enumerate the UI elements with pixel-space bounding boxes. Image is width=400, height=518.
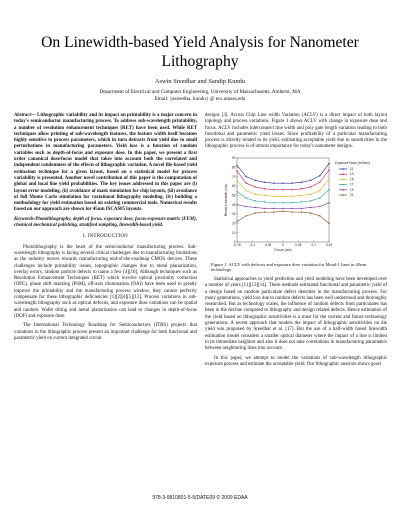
data-point-15 xyxy=(273,195,274,196)
data-point-15 xyxy=(236,179,237,180)
data-point-21 xyxy=(236,221,237,222)
right-paragraph-1: designs [3]. Across Chip Line width Variation (ACLV) is a direct impact of both layout topology and process variations. Figure 1 shows ACLV with change in exposure dose and focus. ACLV includes interconnect line width and poly gate length variation leading to both functional and parametric yield losses. Since profitability of a particular manufacturing process is directly related to its yield, estimating acceptable yield due to sensitivities in the lithographic process is of utmost importance for today's nanometer designs. xyxy=(205,113,387,150)
data-point-17 xyxy=(236,191,237,192)
right-column xyxy=(205,113,387,371)
data-point-13 xyxy=(319,181,320,182)
y-tick-label: 80 xyxy=(231,165,236,170)
x-tick-label: -0.1 xyxy=(249,242,256,247)
data-point-13 xyxy=(236,170,237,171)
data-point-21 xyxy=(319,215,320,216)
y-tick-label: 90 xyxy=(231,155,236,160)
y-axis-label: Resist Linewidth (nm) xyxy=(224,183,228,217)
data-point-15 xyxy=(328,179,329,180)
title-line-2: Lithography xyxy=(161,53,239,70)
legend-title: Exposure Dose (mJ/cm²) xyxy=(335,160,371,165)
x-tick-label: -0.15 xyxy=(233,242,241,247)
data-point-17 xyxy=(246,197,247,198)
data-point-11 xyxy=(273,182,274,183)
title-line-1: On Linewidth-based Yield Analysis for Nanometer xyxy=(41,34,359,51)
right-paragraph-2: Statistical approaches to yield prediction and yield modeling have been developed over a number of years [11][13][14]. These methods estimated functional and parametric yield of a design based on random particulate defect densities in the manufacturing process. For many generations, yield loss due to random defects has been well understood and thoroughly researched. But as technology scales, the influence of random defects from particulates has been in the decline compared to lithography and design related defects. Hence estimation of the yield based on lithographic sensitivities is a must for the current and future technology generations. A recent approach that models the impact of lithographic sensitivities on die yield was proposed by Sreedhar et al. [17]. But the use of a half-width based linewidth estimation model considers a smaller optical diameter where the impact of a line is limited to its immediate neighbor and also it does not take correlations in manufacturing parameters between neighboring lines into account. xyxy=(205,276,387,352)
author-list: Aswin Sreedhar and Sandip Kundu xyxy=(154,78,246,85)
data-point-19 xyxy=(292,207,293,208)
copyright-footer: 978-3-9810801-5-5/DATE09 © 2009 EDAA xyxy=(152,495,248,501)
legend-marker xyxy=(342,173,344,175)
data-point-15 xyxy=(282,195,283,196)
legend-entry: 17 xyxy=(350,182,354,187)
x-axis-label: Focus (um) xyxy=(274,247,292,252)
data-point-11 xyxy=(310,179,311,180)
data-point-21 xyxy=(273,211,274,212)
data-point-13 xyxy=(264,188,265,189)
data-point-21 xyxy=(292,211,293,212)
x-tick-label: 0.15 xyxy=(325,242,333,247)
data-point-19 xyxy=(255,207,256,208)
data-point-19 xyxy=(328,202,329,203)
paper-title xyxy=(20,33,380,71)
data-point-15 xyxy=(301,194,302,195)
data-point-19 xyxy=(273,207,274,208)
figure-1-caption: Figure 1. ACLV with defocus and exposure dose variation for Metal-1 lines in 45nm technology xyxy=(211,261,367,273)
data-point-11 xyxy=(319,175,320,176)
data-point-13 xyxy=(310,186,311,187)
legend-entry: 21 xyxy=(350,192,354,197)
data-point-17 xyxy=(273,202,274,203)
abstract-text: — Lithographic variability and its impact on printability is a major concern in today's semiconductor manufacturing process. To address sub-wavelength printability, a number of resolution enhancement techniques (RET) have been used. While RET techniques allow printing of sub-wavelength features, the feature width itself becomes highly sensitive to process parameters, which in turn detracts from yield due to small perturbations in manufacturing parameters. Yield loss is a function of random variables such as depth-of-focus and exposure dose. In this paper, we present a first order canonical dose/focus model that takes into account both the correlated and independent randomness of the effects of lithographic variation. A novel file-based yield estimation technique for a given layout, based on a statistical model for process variability is presented. Another novel contribution of this paper is the computation of global and local line yield probabilities. The key issues addressed in this paper are (i) layout error modeling, (ii) avoidance of mask simulation for chip layouts, (iii) avoidance of full Monte Carlo simulation for variational lithography modeling, (iv) building a methodology for yield estimation based on existing commercial tools. Numerical results based on our approach are shown for 45nm ISCAS85 layouts. xyxy=(14,113,197,213)
data-point-15 xyxy=(310,193,311,194)
data-point-13 xyxy=(292,189,293,190)
y-tick-label: 10 xyxy=(231,230,236,235)
left-column xyxy=(14,113,197,345)
y-tick-label: 70 xyxy=(231,174,236,179)
legend-marker xyxy=(342,194,344,196)
keywords-label: Keywords- xyxy=(14,216,36,222)
data-point-11 xyxy=(236,165,237,166)
legend-entry: 11 xyxy=(350,166,354,171)
abstract xyxy=(14,113,197,214)
x-tick-label: 0 xyxy=(282,242,284,247)
legend-marker xyxy=(342,168,344,170)
legend-marker xyxy=(342,184,344,186)
x-tick-label: 0.1 xyxy=(311,242,316,247)
intro-paragraph-1: Photolithography is the heart of the semiconductor manufacturing process. Sub-wavelength lithography is facing several critical challenges due to manufacturing limitations as the industry moves towards manufacturing end-of-the-roadmap CMOS devices. These challenges include printability issues, topographic changes due to metal planarization, overlay errors, random particle defects to name a few [4][10]. Although techniques such as Resolution Enhancement Techniques (RET) which involve optical proximity correction (OPC), phase shift masking (PSM), off-axis illumination (OAI) have been used to greatly improve the printability and the manufacturing process window, they cannot perfectly compensate for these lithographic deficiencies [1][2][4][5][12]. Process variations in sub-wavelength lithography such as optical defocus, and exposure dose variations can be spatial and random. Wafer tilting and metal planarization can lead to changes in depth-of-focus (DOF) and exposure dose. xyxy=(14,244,197,319)
data-point-11 xyxy=(292,182,293,183)
y-tick-label: 30 xyxy=(231,211,236,216)
data-point-15 xyxy=(264,194,265,195)
y-tick-label: 20 xyxy=(231,221,236,226)
data-point-17 xyxy=(301,201,302,202)
data-point-19 xyxy=(264,207,265,208)
y-tick-label: 60 xyxy=(231,183,236,188)
data-point-17 xyxy=(292,202,293,203)
data-point-15 xyxy=(255,193,256,194)
data-point-17 xyxy=(310,200,311,201)
data-point-19 xyxy=(236,204,237,205)
y-tick-label: 0 xyxy=(233,239,236,244)
data-point-19 xyxy=(301,207,302,208)
data-point-13 xyxy=(273,189,274,190)
author-email: Email: {asreedha, kundu} @ ecs.umass.edu xyxy=(154,96,246,102)
data-point-21 xyxy=(246,215,247,216)
aclv-chart xyxy=(205,154,387,260)
data-point-11 xyxy=(246,176,247,177)
section-heading-introduction: I. INTRODUCTION xyxy=(83,234,128,240)
x-tick-label: 0.05 xyxy=(295,242,302,247)
affiliation: Department of Electrical and Computer Engineering, University of Massachusetts, Amherst, MA xyxy=(99,89,301,95)
y-tick-label: 50 xyxy=(231,193,236,198)
keywords xyxy=(14,217,197,230)
legend-entry: 15 xyxy=(350,177,354,182)
data-point-21 xyxy=(282,210,283,211)
data-point-17 xyxy=(282,202,283,203)
data-point-17 xyxy=(264,201,265,202)
data-point-21 xyxy=(255,212,256,213)
data-point-19 xyxy=(282,207,283,208)
y-tick-label: 40 xyxy=(231,202,236,207)
data-point-15 xyxy=(292,195,293,196)
data-point-21 xyxy=(310,212,311,213)
data-point-21 xyxy=(328,222,329,223)
data-point-11 xyxy=(255,179,256,180)
data-point-11 xyxy=(328,163,329,164)
data-point-15 xyxy=(246,190,247,191)
data-point-13 xyxy=(301,188,302,189)
data-point-13 xyxy=(282,189,283,190)
data-point-11 xyxy=(264,181,265,182)
data-point-13 xyxy=(328,169,329,170)
data-point-19 xyxy=(319,206,320,207)
legend-entry: 19 xyxy=(350,187,354,192)
abstract-label: Abstract xyxy=(14,113,31,118)
data-point-15 xyxy=(319,190,320,191)
intro-paragraph-2: The International Technology Roadmap for Semiconductors (ITRS) projects that variations in the lithographic process present an important challenge for both functional and parametric yield on current integrated circuit xyxy=(14,323,197,341)
data-point-11 xyxy=(301,181,302,182)
data-point-17 xyxy=(328,189,329,190)
legend-entry: 13 xyxy=(350,171,354,176)
legend-marker xyxy=(342,189,344,191)
data-point-17 xyxy=(319,197,320,198)
data-point-21 xyxy=(264,211,265,212)
keywords-text: Photolithography, depth of focus, exposure dose, focus-exposure matrix (FEM), chemical mechanical polishing, stratified sampling, linewidth-based yield. xyxy=(14,216,197,229)
data-point-17 xyxy=(255,200,256,201)
data-point-13 xyxy=(246,182,247,183)
figure-1 xyxy=(205,154,387,260)
data-point-13 xyxy=(255,186,256,187)
data-point-21 xyxy=(301,211,302,212)
data-point-19 xyxy=(246,206,247,207)
plot-frame xyxy=(237,158,329,242)
data-point-11 xyxy=(282,182,283,183)
data-point-19 xyxy=(310,207,311,208)
x-tick-label: -0.05 xyxy=(264,242,272,247)
right-paragraph-3: In this paper, we attempt to model the variations of sub-wavelength lithographic exposure process and estimate the acceptable yield. Our lithographic analysis shows good xyxy=(205,355,387,367)
legend-marker xyxy=(342,178,344,180)
